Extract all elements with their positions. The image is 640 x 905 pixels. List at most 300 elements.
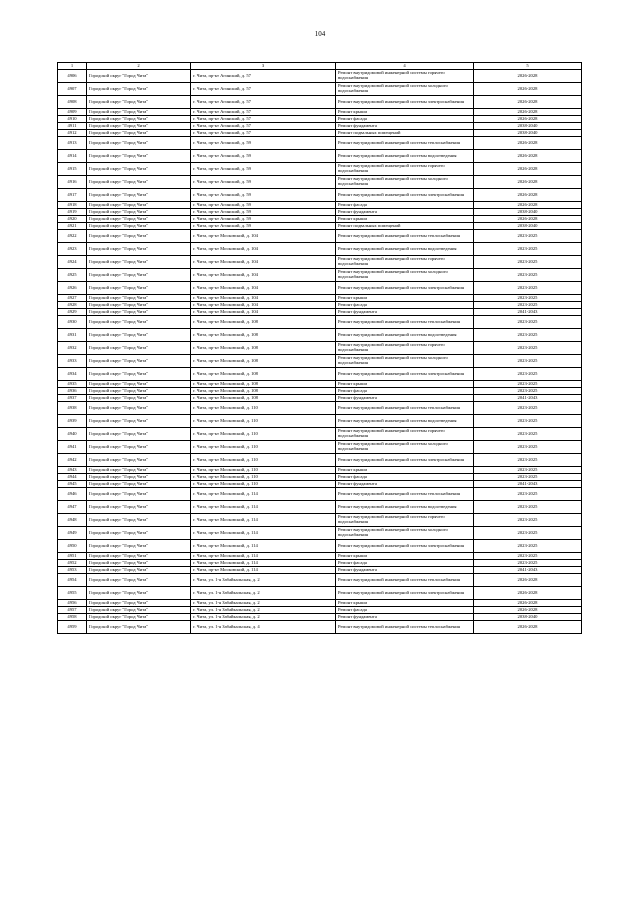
row-number-cell: 4946: [58, 488, 87, 501]
table-row: [58, 488, 582, 501]
address-cell: г. Чита, пр-кт Московский, д. 114: [191, 514, 336, 527]
table-row: [58, 355, 582, 368]
work-type-cell: Ремонт фасада: [336, 202, 474, 209]
municipality-cell: Городской округ "Город Чита": [87, 402, 191, 415]
work-type-cell: Ремонт крыши: [336, 381, 474, 388]
period-cell: 2038-2040: [474, 123, 582, 130]
row-number-cell: 4934: [58, 368, 87, 381]
work-type-cell: Ремонт подвальных помещений: [336, 130, 474, 137]
address-cell: г. Чита, пр-кт Агинский, д. 57: [191, 130, 336, 137]
address-cell: г. Чита, пр-кт Московский, д. 108: [191, 388, 336, 395]
row-number-cell: 4933: [58, 355, 87, 368]
row-number-cell: 4928: [58, 302, 87, 309]
work-type-cell: Ремонт фасада: [336, 388, 474, 395]
row-number-cell: 4941: [58, 441, 87, 454]
address-cell: г. Чита, пр-кт Агинский, д. 59: [191, 137, 336, 150]
table-row: [58, 202, 582, 209]
work-type-cell: Ремонт внутридомовой инженерной системы теплоснабжения: [336, 230, 474, 243]
work-type-cell: Ремонт внутридомовой инженерной системы водоотведения: [336, 415, 474, 428]
row-number-cell: 4915: [58, 163, 87, 176]
period-cell: 2023-2025: [474, 488, 582, 501]
period-cell: 2023-2025: [474, 441, 582, 454]
work-type-cell: Ремонт внутридомовой инженерной системы теплоснабжения: [336, 316, 474, 329]
municipality-cell: Городской округ "Город Чита": [87, 474, 191, 481]
column-header-1: 1: [58, 63, 87, 70]
address-cell: г. Чита, пр-кт Московский, д. 104: [191, 230, 336, 243]
row-number-cell: 4916: [58, 176, 87, 189]
table-row: [58, 243, 582, 256]
work-type-cell: Ремонт внутридомовой инженерной системы водоотведения: [336, 501, 474, 514]
period-cell: 2026-2028: [474, 137, 582, 150]
address-cell: г. Чита, пр-кт Агинский, д. 57: [191, 70, 336, 83]
period-cell: 2026-2028: [474, 176, 582, 189]
table-row: [58, 295, 582, 302]
row-number-cell: 4924: [58, 256, 87, 269]
period-cell: 2023-2025: [474, 560, 582, 567]
period-cell: 2023-2025: [474, 230, 582, 243]
address-cell: г. Чита, пр-кт Агинский, д. 59: [191, 216, 336, 223]
row-number-cell: 4945: [58, 481, 87, 488]
address-cell: г. Чита, пр-кт Агинский, д. 59: [191, 163, 336, 176]
municipality-cell: Городской округ "Город Чита": [87, 116, 191, 123]
municipality-cell: Городской округ "Город Чита": [87, 467, 191, 474]
row-number-cell: 4907: [58, 83, 87, 96]
row-number-cell: 4925: [58, 269, 87, 282]
row-number-cell: 4939: [58, 415, 87, 428]
work-type-cell: Ремонт крыши: [336, 553, 474, 560]
address-cell: г. Чита, пр-кт Агинский, д. 57: [191, 123, 336, 130]
table-row: [58, 150, 582, 163]
address-cell: г. Чита, ул. 1-я Забайкальская, д. 2: [191, 614, 336, 621]
table-row: [58, 587, 582, 600]
row-number-cell: 4912: [58, 130, 87, 137]
row-number-cell: 4914: [58, 150, 87, 163]
address-cell: г. Чита, пр-кт Московский, д. 110: [191, 454, 336, 467]
period-cell: 2026-2028: [474, 83, 582, 96]
row-number-cell: 4951: [58, 553, 87, 560]
row-number-cell: 4950: [58, 540, 87, 553]
municipality-cell: Городской округ "Город Чита": [87, 415, 191, 428]
table-row: [58, 527, 582, 540]
work-type-cell: Ремонт крыши: [336, 295, 474, 302]
work-type-cell: Ремонт внутридомовой инженерной системы электроснабжения: [336, 368, 474, 381]
period-cell: 2026-2028: [474, 109, 582, 116]
municipality-cell: Городской округ "Город Чита": [87, 130, 191, 137]
row-number-cell: 4948: [58, 514, 87, 527]
period-cell: 2038-2040: [474, 223, 582, 230]
address-cell: г. Чита, пр-кт Агинский, д. 57: [191, 116, 336, 123]
table-body: [58, 70, 582, 634]
period-cell: 2026-2028: [474, 96, 582, 109]
period-cell: 2041-2043: [474, 309, 582, 316]
address-cell: г. Чита, пр-кт Московский, д. 114: [191, 560, 336, 567]
column-header-2: 2: [87, 63, 191, 70]
work-type-cell: Ремонт внутридомовой инженерной системы электроснабжения: [336, 454, 474, 467]
table-row: [58, 256, 582, 269]
municipality-cell: Городской округ "Город Чита": [87, 295, 191, 302]
table-row: [58, 342, 582, 355]
period-cell: 2023-2025: [474, 501, 582, 514]
address-cell: г. Чита, пр-кт Московский, д. 108: [191, 329, 336, 342]
work-type-cell: Ремонт внутридомовой инженерной системы холодного водоснабжения: [336, 527, 474, 540]
row-number-cell: 4958: [58, 614, 87, 621]
period-cell: 2026-2028: [474, 189, 582, 202]
table-row: [58, 428, 582, 441]
address-cell: г. Чита, пр-кт Агинский, д. 59: [191, 209, 336, 216]
address-cell: г. Чита, пр-кт Агинский, д. 59: [191, 176, 336, 189]
period-cell: 2038-2040: [474, 209, 582, 216]
address-cell: г. Чита, пр-кт Московский, д. 104: [191, 302, 336, 309]
address-cell: г. Чита, ул. 1-я Забайкальская, д. 2: [191, 574, 336, 587]
table-row: [58, 163, 582, 176]
row-number-cell: 4919: [58, 209, 87, 216]
table-row: [58, 395, 582, 402]
work-type-cell: Ремонт фундамента: [336, 395, 474, 402]
period-cell: 2041-2043: [474, 567, 582, 574]
period-cell: 2023-2025: [474, 295, 582, 302]
period-cell: 2023-2025: [474, 282, 582, 295]
table-row: [58, 316, 582, 329]
period-cell: 2023-2025: [474, 355, 582, 368]
period-cell: 2023-2025: [474, 527, 582, 540]
row-number-cell: 4947: [58, 501, 87, 514]
municipality-cell: Городской округ "Город Чита": [87, 368, 191, 381]
municipality-cell: Городской округ "Город Чита": [87, 70, 191, 83]
address-cell: г. Чита, ул. 1-я Забайкальская, д. 2: [191, 607, 336, 614]
period-cell: 2026-2028: [474, 607, 582, 614]
table-row: [58, 415, 582, 428]
table-row: [58, 223, 582, 230]
address-cell: г. Чита, пр-кт Агинский, д. 59: [191, 150, 336, 163]
column-header-3: 3: [191, 63, 336, 70]
row-number-cell: 4936: [58, 388, 87, 395]
address-cell: г. Чита, ул. 1-я Забайкальская, д. 2: [191, 600, 336, 607]
municipality-cell: Городской округ "Город Чита": [87, 302, 191, 309]
table-row: [58, 607, 582, 614]
address-cell: г. Чита, пр-кт Московский, д. 110: [191, 474, 336, 481]
work-type-cell: Ремонт фундамента: [336, 209, 474, 216]
table-row: [58, 329, 582, 342]
address-cell: г. Чита, пр-кт Московский, д. 104: [191, 282, 336, 295]
row-number-cell: 4930: [58, 316, 87, 329]
period-cell: 2026-2028: [474, 116, 582, 123]
address-cell: г. Чита, пр-кт Московский, д. 114: [191, 501, 336, 514]
row-number-cell: 4918: [58, 202, 87, 209]
work-type-cell: Ремонт внутридомовой инженерной системы холодного водоснабжения: [336, 441, 474, 454]
table-row: [58, 621, 582, 634]
row-number-cell: 4953: [58, 567, 87, 574]
municipality-cell: Городской округ "Город Чита": [87, 189, 191, 202]
row-number-cell: 4952: [58, 560, 87, 567]
row-number-cell: 4910: [58, 116, 87, 123]
table-row: [58, 540, 582, 553]
table-row: [58, 501, 582, 514]
work-type-cell: Ремонт фасада: [336, 474, 474, 481]
table-row: [58, 567, 582, 574]
table-row: [58, 553, 582, 560]
period-cell: 2023-2025: [474, 540, 582, 553]
period-cell: 2041-2043: [474, 481, 582, 488]
period-cell: 2023-2025: [474, 428, 582, 441]
row-number-cell: 4949: [58, 527, 87, 540]
municipality-cell: Городской округ "Город Чита": [87, 395, 191, 402]
row-number-cell: 4911: [58, 123, 87, 130]
municipality-cell: Городской округ "Город Чита": [87, 123, 191, 130]
work-type-cell: Ремонт фундамента: [336, 123, 474, 130]
work-type-cell: Ремонт внутридомовой инженерной системы теплоснабжения: [336, 574, 474, 587]
address-cell: г. Чита, пр-кт Московский, д. 104: [191, 295, 336, 302]
work-type-cell: Ремонт фасада: [336, 607, 474, 614]
period-cell: 2023-2025: [474, 269, 582, 282]
municipality-cell: Городской округ "Город Чита": [87, 600, 191, 607]
municipality-cell: Городской округ "Город Чита": [87, 540, 191, 553]
work-type-cell: Ремонт внутридомовой инженерной системы электроснабжения: [336, 587, 474, 600]
row-number-cell: 4921: [58, 223, 87, 230]
municipality-cell: Городской округ "Город Чита": [87, 514, 191, 527]
address-cell: г. Чита, пр-кт Московский, д. 114: [191, 567, 336, 574]
period-cell: 2023-2025: [474, 368, 582, 381]
work-type-cell: Ремонт крыши: [336, 600, 474, 607]
municipality-cell: Городской округ "Город Чита": [87, 150, 191, 163]
column-number-row: [58, 63, 582, 70]
row-number-cell: 4917: [58, 189, 87, 202]
table-row: [58, 189, 582, 202]
municipality-cell: Городской округ "Город Чита": [87, 269, 191, 282]
table-row: [58, 209, 582, 216]
row-number-cell: 4923: [58, 243, 87, 256]
work-type-cell: Ремонт внутридомовой инженерной системы электроснабжения: [336, 540, 474, 553]
municipality-cell: Городской округ "Город Чита": [87, 355, 191, 368]
address-cell: г. Чита, пр-кт Московский, д. 114: [191, 540, 336, 553]
period-cell: 2023-2025: [474, 388, 582, 395]
table-row: [58, 388, 582, 395]
work-type-cell: Ремонт внутридомовой инженерной системы горячего водоснабжения: [336, 428, 474, 441]
address-cell: г. Чита, пр-кт Московский, д. 108: [191, 395, 336, 402]
work-type-cell: Ремонт внутридомовой инженерной системы холодного водоснабжения: [336, 355, 474, 368]
address-cell: г. Чита, пр-кт Агинский, д. 59: [191, 223, 336, 230]
period-cell: 2023-2025: [474, 302, 582, 309]
column-header-4: 4: [336, 63, 474, 70]
table-row: [58, 574, 582, 587]
work-type-cell: Ремонт внутридомовой инженерной системы теплоснабжения: [336, 621, 474, 634]
address-cell: г. Чита, пр-кт Московский, д. 110: [191, 415, 336, 428]
table-row: [58, 96, 582, 109]
period-cell: 2038-2040: [474, 130, 582, 137]
address-cell: г. Чита, пр-кт Московский, д. 104: [191, 309, 336, 316]
work-type-cell: Ремонт внутридомовой инженерной системы электроснабжения: [336, 96, 474, 109]
period-cell: 2023-2025: [474, 381, 582, 388]
address-cell: г. Чита, пр-кт Агинский, д. 59: [191, 189, 336, 202]
address-cell: г. Чита, пр-кт Агинский, д. 57: [191, 83, 336, 96]
address-cell: г. Чита, пр-кт Московский, д. 110: [191, 481, 336, 488]
period-cell: 2023-2025: [474, 415, 582, 428]
row-number-cell: 4938: [58, 402, 87, 415]
municipality-cell: Городской округ "Город Чита": [87, 243, 191, 256]
table-row: [58, 381, 582, 388]
municipality-cell: Городской округ "Город Чита": [87, 309, 191, 316]
work-type-cell: Ремонт внутридомовой инженерной системы горячего водоснабжения: [336, 163, 474, 176]
row-number-cell: 4920: [58, 216, 87, 223]
address-cell: г. Чита, пр-кт Московский, д. 114: [191, 553, 336, 560]
table-row: [58, 282, 582, 295]
address-cell: г. Чита, пр-кт Московский, д. 104: [191, 269, 336, 282]
table-row: [58, 600, 582, 607]
row-number-cell: 4922: [58, 230, 87, 243]
address-cell: г. Чита, пр-кт Агинский, д. 57: [191, 96, 336, 109]
row-number-cell: 4942: [58, 454, 87, 467]
row-number-cell: 4929: [58, 309, 87, 316]
period-cell: 2026-2028: [474, 574, 582, 587]
work-type-cell: Ремонт фасада: [336, 560, 474, 567]
period-cell: 2023-2025: [474, 454, 582, 467]
work-type-cell: Ремонт внутридомовой инженерной системы горячего водоснабжения: [336, 256, 474, 269]
table-row: [58, 109, 582, 116]
period-cell: 2023-2025: [474, 553, 582, 560]
period-cell: 2026-2028: [474, 621, 582, 634]
municipality-cell: Городской округ "Город Чита": [87, 560, 191, 567]
table-row: [58, 269, 582, 282]
work-type-cell: Ремонт внутридомовой инженерной системы горячего водоснабжения: [336, 70, 474, 83]
municipality-cell: Городской округ "Город Чита": [87, 176, 191, 189]
address-cell: г. Чита, пр-кт Московский, д. 108: [191, 316, 336, 329]
municipality-cell: Городской округ "Город Чита": [87, 388, 191, 395]
municipality-cell: Городской округ "Город Чита": [87, 342, 191, 355]
work-type-cell: Ремонт внутридомовой инженерной системы водоотведения: [336, 329, 474, 342]
work-type-cell: Ремонт внутридомовой инженерной системы горячего водоснабжения: [336, 514, 474, 527]
municipality-cell: Городской округ "Город Чита": [87, 209, 191, 216]
repair-schedule-table: [57, 62, 582, 634]
address-cell: г. Чита, пр-кт Агинский, д. 57: [191, 109, 336, 116]
period-cell: 2041-2043: [474, 395, 582, 402]
address-cell: г. Чита, пр-кт Московский, д. 108: [191, 381, 336, 388]
address-cell: г. Чита, пр-кт Московский, д. 114: [191, 488, 336, 501]
table-row: [58, 467, 582, 474]
work-type-cell: Ремонт фасада: [336, 116, 474, 123]
row-number-cell: 4927: [58, 295, 87, 302]
work-type-cell: Ремонт крыши: [336, 467, 474, 474]
row-number-cell: 4909: [58, 109, 87, 116]
table-row: [58, 302, 582, 309]
municipality-cell: Городской округ "Город Чита": [87, 223, 191, 230]
municipality-cell: Городской округ "Город Чита": [87, 614, 191, 621]
work-type-cell: Ремонт фундамента: [336, 481, 474, 488]
table-row: [58, 441, 582, 454]
work-type-cell: Ремонт внутридомовой инженерной системы электроснабжения: [336, 282, 474, 295]
municipality-cell: Городской округ "Город Чита": [87, 256, 191, 269]
period-cell: 2026-2028: [474, 70, 582, 83]
table-row: [58, 130, 582, 137]
municipality-cell: Городской округ "Город Чита": [87, 137, 191, 150]
period-cell: 2026-2028: [474, 150, 582, 163]
column-header-5: 5: [474, 63, 582, 70]
address-cell: г. Чита, пр-кт Московский, д. 114: [191, 527, 336, 540]
address-cell: г. Чита, пр-кт Московский, д. 110: [191, 428, 336, 441]
row-number-cell: 4926: [58, 282, 87, 295]
table-row: [58, 70, 582, 83]
municipality-cell: Городской округ "Город Чита": [87, 441, 191, 454]
table-row: [58, 402, 582, 415]
period-cell: 2026-2028: [474, 216, 582, 223]
work-type-cell: Ремонт внутридомовой инженерной системы электроснабжения: [336, 189, 474, 202]
period-cell: 2026-2028: [474, 163, 582, 176]
row-number-cell: 4937: [58, 395, 87, 402]
period-cell: 2023-2025: [474, 256, 582, 269]
table-row: [58, 309, 582, 316]
municipality-cell: Городской округ "Город Чита": [87, 454, 191, 467]
municipality-cell: Городской округ "Город Чита": [87, 216, 191, 223]
period-cell: 2023-2025: [474, 243, 582, 256]
table-row: [58, 230, 582, 243]
row-number-cell: 4943: [58, 467, 87, 474]
table-row: [58, 368, 582, 381]
row-number-cell: 4956: [58, 600, 87, 607]
table-row: [58, 454, 582, 467]
work-type-cell: Ремонт крыши: [336, 109, 474, 116]
period-cell: 2026-2028: [474, 600, 582, 607]
row-number-cell: 4935: [58, 381, 87, 388]
municipality-cell: Городской округ "Город Чита": [87, 574, 191, 587]
address-cell: г. Чита, пр-кт Московский, д. 110: [191, 441, 336, 454]
period-cell: 2038-2040: [474, 614, 582, 621]
municipality-cell: Городской округ "Город Чита": [87, 316, 191, 329]
municipality-cell: Городской округ "Город Чита": [87, 488, 191, 501]
municipality-cell: Городской округ "Город Чита": [87, 587, 191, 600]
address-cell: г. Чита, пр-кт Московский, д. 108: [191, 342, 336, 355]
municipality-cell: Городской округ "Город Чита": [87, 381, 191, 388]
table-row: [58, 137, 582, 150]
table-row: [58, 216, 582, 223]
address-cell: г. Чита, пр-кт Московский, д. 104: [191, 243, 336, 256]
municipality-cell: Городской округ "Город Чита": [87, 230, 191, 243]
row-number-cell: 4955: [58, 587, 87, 600]
row-number-cell: 4959: [58, 621, 87, 634]
table-row: [58, 116, 582, 123]
address-cell: г. Чита, пр-кт Московский, д. 108: [191, 368, 336, 381]
address-cell: г. Чита, пр-кт Московский, д. 110: [191, 402, 336, 415]
table-row: [58, 83, 582, 96]
table-row: [58, 614, 582, 621]
work-type-cell: Ремонт фундамента: [336, 614, 474, 621]
period-cell: 2023-2025: [474, 316, 582, 329]
work-type-cell: Ремонт подвальных помещений: [336, 223, 474, 230]
municipality-cell: Городской округ "Город Чита": [87, 428, 191, 441]
municipality-cell: Городской округ "Город Чита": [87, 83, 191, 96]
municipality-cell: Городской округ "Город Чита": [87, 481, 191, 488]
table-row: [58, 560, 582, 567]
period-cell: 2023-2025: [474, 342, 582, 355]
address-cell: г. Чита, пр-кт Московский, д. 110: [191, 467, 336, 474]
row-number-cell: 4931: [58, 329, 87, 342]
period-cell: 2026-2028: [474, 587, 582, 600]
row-number-cell: 4944: [58, 474, 87, 481]
address-cell: г. Чита, ул. 1-я Забайкальская, д. 4: [191, 621, 336, 634]
address-cell: г. Чита, пр-кт Агинский, д. 59: [191, 202, 336, 209]
work-type-cell: Ремонт внутридомовой инженерной системы холодного водоснабжения: [336, 269, 474, 282]
work-type-cell: Ремонт внутридомовой инженерной системы водоотведения: [336, 150, 474, 163]
table-row: [58, 176, 582, 189]
row-number-cell: 4940: [58, 428, 87, 441]
work-type-cell: Ремонт внутридомовой инженерной системы теплоснабжения: [336, 137, 474, 150]
municipality-cell: Городской округ "Город Чита": [87, 607, 191, 614]
municipality-cell: Городской округ "Город Чита": [87, 202, 191, 209]
work-type-cell: Ремонт внутридомовой инженерной системы теплоснабжения: [336, 488, 474, 501]
table-row: [58, 123, 582, 130]
period-cell: 2023-2025: [474, 402, 582, 415]
municipality-cell: Городской округ "Город Чита": [87, 567, 191, 574]
municipality-cell: Городской округ "Город Чита": [87, 621, 191, 634]
row-number-cell: 4932: [58, 342, 87, 355]
period-cell: 2023-2025: [474, 467, 582, 474]
